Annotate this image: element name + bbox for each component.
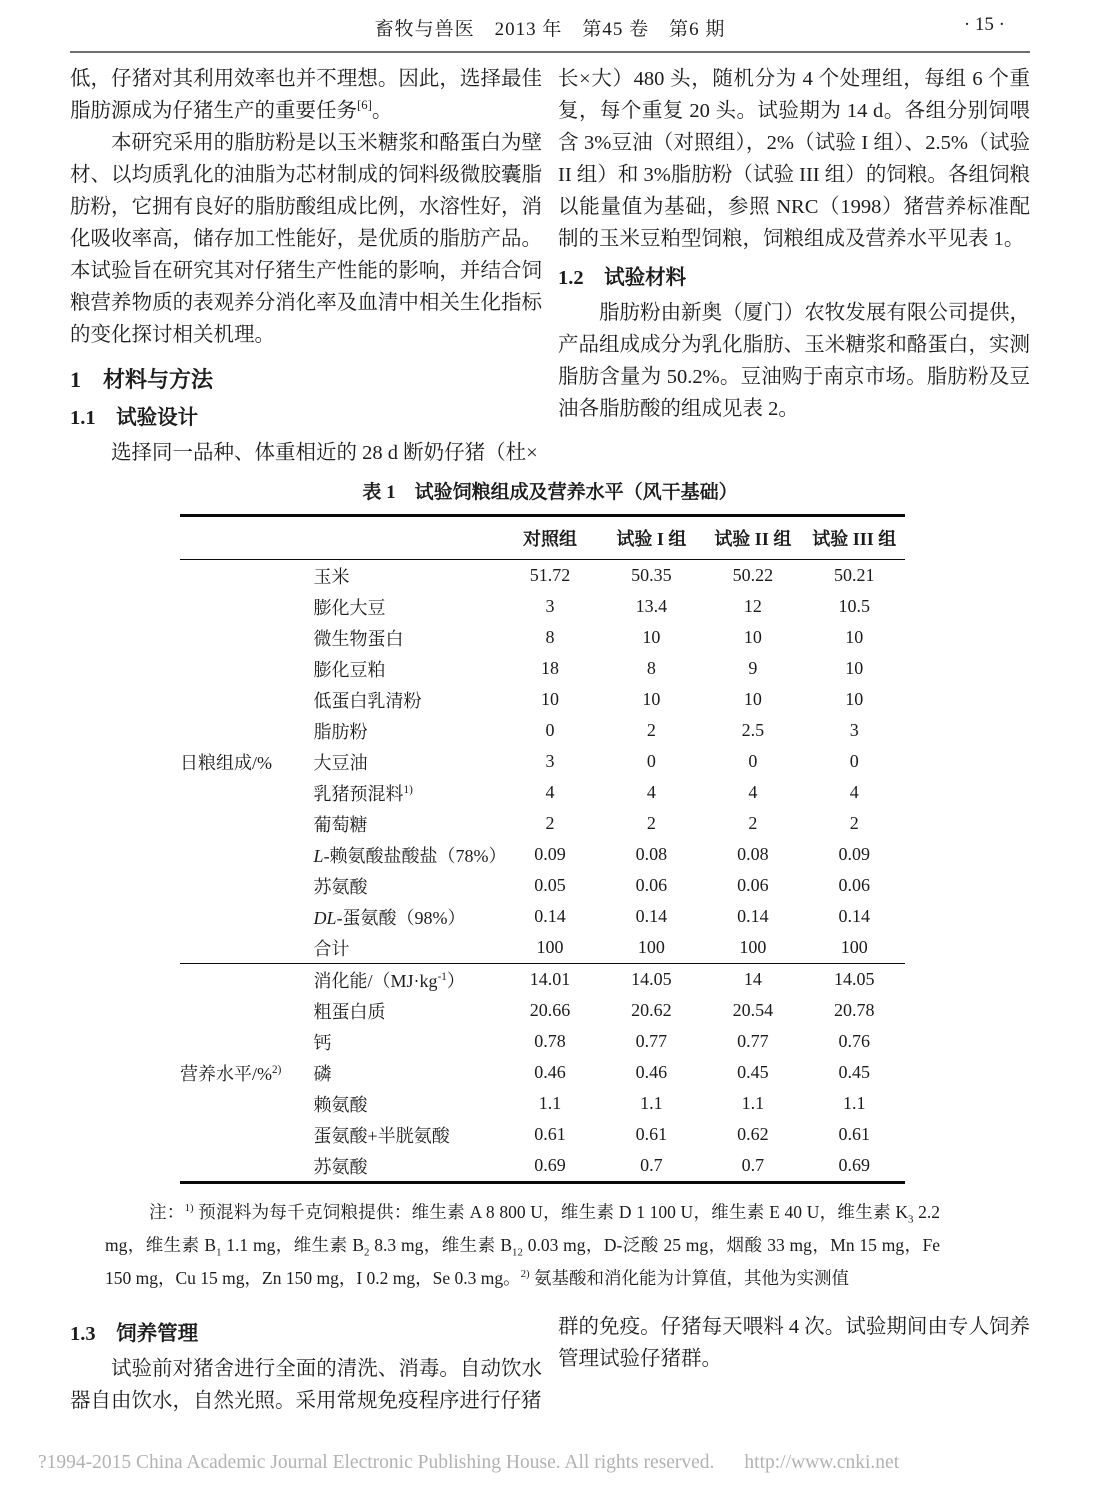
cell-value: 0.61 [635, 1124, 668, 1144]
cell-value: 13.4 [635, 596, 668, 616]
cell-value: 0.08 [737, 844, 769, 864]
cell-value: 0.06 [737, 875, 769, 895]
treatment-column-header: 试验 III 组 [812, 529, 897, 549]
cell-value: 50.35 [631, 565, 672, 585]
cell-value: 0.7 [741, 1155, 765, 1175]
page-header [0, 0, 1100, 44]
row-label: 消化能$/(MJ\cdot kg^{-1})$ [313, 970, 465, 991]
cell-value: 1.1 [538, 1093, 562, 1113]
cell-value: 0.46 [635, 1062, 668, 1082]
row-label: 苏氨酸 [313, 1156, 368, 1177]
diet-table-head [180, 516, 905, 560]
row-label: 大豆油 [313, 752, 368, 773]
cell-value: 14.05 [834, 969, 875, 989]
group-label: 营养水平/%$^{2)}$ [180, 1063, 282, 1084]
table-row [180, 964, 905, 996]
cell-value: 0 [748, 751, 758, 771]
cell-value: 10 [743, 689, 762, 709]
cell-value: 14.05 [631, 969, 672, 989]
diet-composition-table [180, 514, 905, 1184]
cell-value: 3 [545, 751, 555, 771]
nutrient-level-section [180, 964, 905, 1183]
row-label: 苏氨酸 [313, 876, 368, 897]
cell-value: 0.45 [737, 1062, 769, 1082]
cell-value: 20.78 [834, 1000, 875, 1020]
cell-value: 4 [849, 782, 859, 802]
watermark-url: http://www.cnki.net [744, 1452, 900, 1473]
cell-value: 10 [743, 627, 762, 647]
cell-value: 1.1 [741, 1093, 765, 1113]
diet-table-header-row [180, 516, 905, 560]
cell-value: 9 [748, 658, 758, 678]
row-label: L-赖氨酸盐酸盐（78%） [313, 845, 507, 866]
row-label: 微生物蛋白 [313, 628, 404, 649]
para-continued-from-previous-page: 低，仔猪对其利用效率也并不理想。因此，选择最佳脂肪源成为仔猪生产的重要任务[6]。 [70, 68, 542, 122]
cell-value: 0.06 [635, 875, 668, 895]
row-label: 玉米 [313, 566, 350, 587]
table-1-block [70, 477, 1030, 1184]
cell-value: 10.5 [838, 596, 871, 616]
cell-value: 0.08 [635, 844, 668, 864]
cell-value: 0.61 [534, 1124, 566, 1144]
section-1-1-heading: 1.1 试验设计 [70, 407, 199, 429]
journal-title-line: 畜牧与兽医 2013 年 第45 卷 第6 期 [374, 19, 726, 40]
header-rule [70, 51, 1030, 53]
bottom-left-column [70, 1311, 542, 1417]
row-label: 磷 [313, 1063, 332, 1084]
para-fat-powder-introduction: 本研究采用的脂肪粉是以玉米糖浆和酪蛋白为壁材、以均质乳化的油脂为芯材制成的饲料级微胶囊脂肪粉，它拥有良好的脂肪酸组成比例，水溶性好，消化吸收率高，储存加工性能好，是优质的脂肪产品。本试验旨在研究其对仔猪生产性能的影响，并结合饲粮营养物质的表观养分消化率及血清中相关生化指标的变化探讨相关机理。 [70, 132, 542, 346]
cell-value: 0.61 [838, 1124, 871, 1144]
cell-value: 0.09 [838, 844, 871, 864]
cell-value: 0.14 [737, 906, 769, 926]
cell-value: 8 [646, 658, 656, 678]
row-label: 钙 [313, 1032, 332, 1053]
row-label: 低蛋白乳清粉 [313, 690, 422, 711]
row-label: 乳猪预混料$^{1)}$ [313, 783, 413, 804]
cell-value: 10 [642, 627, 661, 647]
cell-value: 20.66 [529, 1000, 571, 1020]
row-label: 粗蛋白质 [313, 1001, 386, 1022]
row-label: 合计 [313, 938, 350, 959]
cell-value: 10 [845, 627, 864, 647]
cell-value: 0.62 [737, 1124, 769, 1144]
cell-value: 10 [845, 689, 864, 709]
cell-value: 0.09 [534, 844, 566, 864]
cell-value: 100 [637, 937, 665, 957]
cell-value: 2.5 [741, 720, 765, 740]
cell-value: 0.69 [838, 1155, 871, 1175]
cell-value: 20.54 [732, 1000, 774, 1020]
cell-value: 0.69 [534, 1155, 566, 1175]
cell-value: 3 [545, 596, 555, 616]
cell-value: 2 [748, 813, 758, 833]
diet-composition-section [180, 560, 905, 964]
row-label: DL-蛋氨酸（98%） [313, 907, 466, 928]
section-1-heading: 1 材料与方法 [70, 367, 214, 392]
item-column-header-empty [314, 516, 500, 560]
bottom-two-column-area [70, 1311, 1030, 1417]
para-feeding-management-continued: 群的免疫。仔猪每天喂料 4 次。试验期间由专人饲养管理试验仔猪群。 [558, 1316, 1030, 1370]
cell-value: 4 [545, 782, 555, 802]
page-number: · 15 · [963, 14, 1005, 35]
cell-value: 100 [536, 937, 564, 957]
left-column [70, 63, 542, 469]
treatment-column-header: 试验 II 组 [714, 529, 792, 549]
cell-value: 20.62 [631, 1000, 672, 1020]
cell-value: 0.45 [838, 1062, 871, 1082]
cell-value: 10 [845, 658, 864, 678]
cell-value: 10 [642, 689, 661, 709]
cell-value: 51.72 [529, 565, 571, 585]
cell-value: 2 [646, 720, 656, 740]
table-footnotes [105, 1196, 940, 1295]
treatment-column-header: 试验 I 组 [616, 529, 687, 549]
para-experiment-design-continued: 长×大）480 头，随机分为 4 个处理组，每组 6 个重复，每个重复 20 头。试验期为 14 d。各组分别饲喂含 3%豆油（对照组），2%（试验 I 组）、2.5%（试验 II 组）和 3%脂肪粉（试验 III 组）的饲粮。各组饲粮以能量值为基础，参照 NRC（1998）猪营养标准配制的玉米豆粕型饲粮，饲粮组成及营养水平见表 1。 [558, 68, 1030, 250]
cell-value: 0.77 [635, 1031, 668, 1051]
bottom-right-column [558, 1311, 1030, 1417]
cell-value: 3 [849, 720, 859, 740]
group-label: 日粮组成/% [180, 752, 272, 773]
cell-value: 4 [748, 782, 758, 802]
cell-value: 0.7 [640, 1155, 663, 1175]
cnki-watermark [38, 1452, 899, 1474]
cell-value: 100 [739, 937, 767, 957]
cell-value: 2 [646, 813, 656, 833]
cell-value: 2 [849, 813, 859, 833]
cell-value: 0.78 [534, 1031, 566, 1051]
cell-value: 0.46 [534, 1062, 566, 1082]
cell-value: 0 [849, 751, 859, 771]
cell-value: 0 [545, 720, 555, 740]
cell-value: 12 [743, 596, 762, 616]
cell-value: 0.77 [737, 1031, 769, 1051]
cell-value: 1.1 [640, 1093, 663, 1113]
table-row [180, 560, 905, 592]
para-feeding-management: 试验前对猪舍进行全面的清洗、消毒。自动饮水器自由饮水，自然光照。采用常规免疫程序进行仔猪 [70, 1358, 542, 1412]
row-label: 蛋氨酸+半胱氨酸 [313, 1125, 450, 1146]
treatment-column-header: 对照组 [523, 529, 578, 549]
cell-value: 14 [743, 969, 762, 989]
cell-value: 0.05 [534, 875, 566, 895]
row-label: 膨化豆粕 [313, 659, 386, 680]
right-column [558, 63, 1030, 469]
cell-value: 18 [541, 658, 560, 678]
cell-value: 100 [840, 937, 868, 957]
cell-value: 50.21 [834, 565, 875, 585]
cell-value: 0.14 [635, 906, 668, 926]
row-label: 葡萄糖 [313, 814, 368, 835]
cell-value: 2 [545, 813, 555, 833]
top-two-column-area [70, 63, 1030, 469]
row-label: 赖氨酸 [313, 1094, 368, 1115]
row-label: 脂肪粉 [313, 721, 368, 742]
cell-value: 1.1 [843, 1093, 866, 1113]
cell-value: 0.76 [838, 1031, 871, 1051]
para-experiment-design: 选择同一品种、体重相近的 28 d 断奶仔猪（杜× [111, 442, 538, 464]
cell-value: 0.06 [838, 875, 871, 895]
section-1-3-heading: 1.3 饲养管理 [70, 1323, 199, 1345]
section-1-2-heading: 1.2 试验材料 [558, 267, 687, 289]
cell-value: 50.22 [732, 565, 774, 585]
notes-body: $^{1)}$ 预混料为每千克饲粮提供：维生素 A 8 800 U，维生素 D 1 100 U，维生素 E 40 U，维生素 $K_3$ 2.2 mg，维生素 $B_1$ 1.1 mg，维生素 $B_2$ 8.3 mg，维生素 $B_{12}$ 0.03 mg，D-泛酸 25 mg，烟酸 33 mg，Mn 15 mg，Fe 150 mg，Cu 15 mg，Zn 150 mg，I 0.2 mg，Se 0.3 mg。$^{2)}$ 氨基酸和消化能为计算值，其他为实测值 [105, 1202, 940, 1288]
watermark-text: ?1994-2015 China Academic Journal Electronic Publishing House. All rights reserved. [38, 1452, 715, 1473]
cell-value: 8 [545, 627, 555, 647]
para-test-materials: 脂肪粉由新奥（厦门）农牧发展有限公司提供，产品组成成分为乳化脂肪、玉米糖浆和酪蛋白，实测脂肪含量为 50.2%。豆油购于南京市场。脂肪粉及豆油各脂肪酸的组成见表 2。 [558, 302, 1030, 420]
cell-value: 10 [541, 689, 560, 709]
row-label: 膨化大豆 [313, 597, 386, 618]
cell-value: 4 [646, 782, 656, 802]
cell-value: 14.01 [529, 969, 571, 989]
cell-value: 0.14 [838, 906, 871, 926]
cell-value: 0.14 [534, 906, 566, 926]
group-column-header-empty [180, 516, 314, 560]
notes-prefix: 注： [149, 1202, 185, 1222]
table-1-title: 表 1 试验饲粮组成及营养水平（风干基础） [362, 482, 738, 503]
cell-value: 0 [646, 751, 656, 771]
